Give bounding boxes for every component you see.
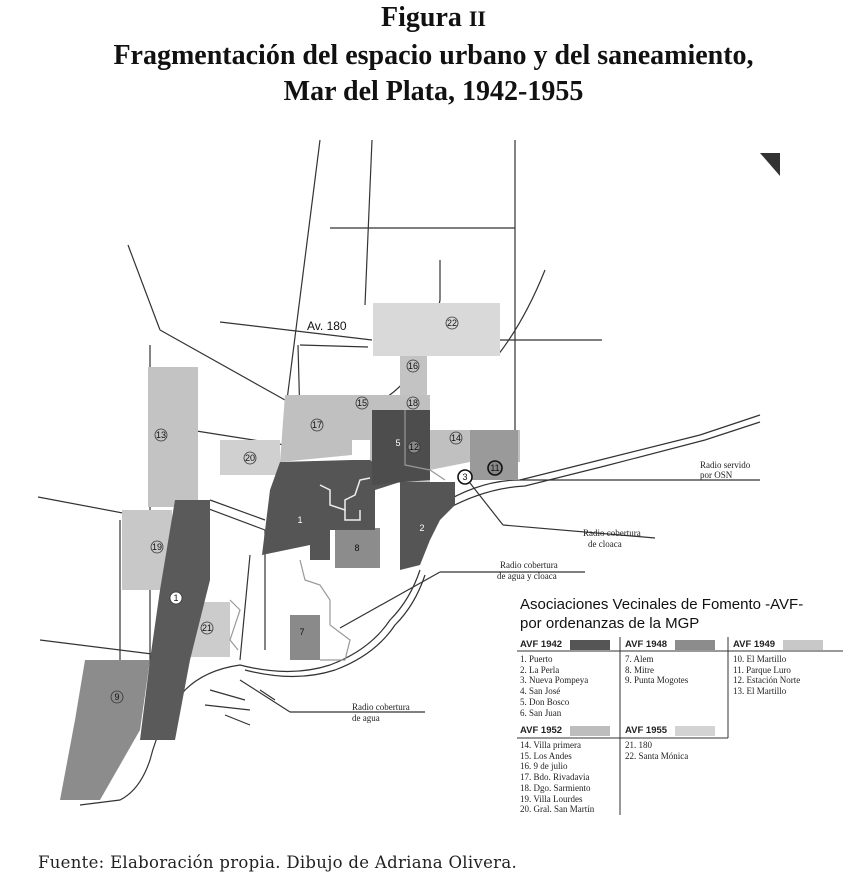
legend-item: 8. Mitre bbox=[625, 664, 654, 675]
marker-20: 19 bbox=[151, 542, 163, 552]
legend-header: AVF 1948 bbox=[625, 638, 668, 650]
marker-13: 13 bbox=[155, 430, 167, 440]
marker-8: 8 bbox=[354, 543, 360, 553]
marker-16: 16 bbox=[407, 361, 419, 371]
zone-22 bbox=[373, 303, 500, 356]
legend-swatch bbox=[675, 726, 715, 736]
legend-item: 1. Puerto bbox=[520, 654, 553, 664]
legend-swatch bbox=[783, 640, 823, 650]
figure-title-line1: Fragmentación del espacio urbano y del saneamiento, bbox=[113, 40, 754, 71]
legend-item: 7. Alem bbox=[625, 654, 654, 664]
label-cobertura-cloaca-2: de cloaca bbox=[588, 539, 622, 549]
label-cobertura-agua-2: de agua bbox=[352, 713, 380, 723]
marker-3: 3 bbox=[462, 472, 468, 482]
legend-item: 16. 9 de julio bbox=[520, 761, 568, 772]
label-cobertura-agua-cloaca-2: de agua y cloaca bbox=[497, 571, 557, 581]
legend-swatch bbox=[570, 640, 610, 650]
legend-item: 15. Los Andes bbox=[520, 750, 572, 761]
legend-item: 5. Don Bosco bbox=[520, 696, 570, 707]
legend-item: 9. Punta Mogotes bbox=[625, 675, 689, 686]
legend-item: 20. Gral. San Martín bbox=[520, 804, 595, 815]
marker-7: 7 bbox=[299, 627, 305, 637]
legend-group-avf-1942 bbox=[520, 638, 610, 718]
zone-9 bbox=[60, 660, 150, 800]
marker-17: 17 bbox=[311, 420, 323, 430]
legend-item: 14. Villa primera bbox=[520, 740, 582, 750]
zone-5 bbox=[372, 410, 430, 485]
label-cobertura-agua-cloaca-1: Radio cobertura bbox=[500, 560, 558, 570]
legend-header: AVF 1949 bbox=[733, 638, 776, 650]
marker-5: 5 bbox=[395, 438, 401, 448]
legend-group-avf-1952 bbox=[520, 724, 610, 815]
legend-title-line2: por ordenanzas de la MGP bbox=[520, 615, 700, 632]
figure-title-line2: Mar del Plata, 1942-1955 bbox=[283, 76, 584, 107]
legend-title-line1: Asociaciones Vecinales de Fomento -AVF- bbox=[520, 596, 804, 613]
marker-11: 11 bbox=[490, 463, 500, 473]
legend-item: 13. El Martillo bbox=[733, 686, 787, 697]
marker-21: 20 bbox=[244, 453, 256, 463]
legend-item: 2. La Perla bbox=[520, 664, 560, 675]
label-cobertura-agua-1: Radio cobertura bbox=[352, 702, 410, 712]
legend-item: 17. Bdo. Rivadavia bbox=[520, 772, 590, 783]
zone-7 bbox=[290, 615, 320, 660]
legend-item: 18. Dgo. Sarmiento bbox=[520, 782, 591, 793]
marker-15: 15 bbox=[356, 398, 368, 408]
legend-item: 4. San José bbox=[520, 686, 561, 697]
figure-numeral: II bbox=[468, 6, 486, 31]
legend-item: 6. San Juan bbox=[520, 707, 562, 718]
legend-swatch bbox=[675, 640, 715, 650]
marker-19: 21 bbox=[201, 623, 213, 633]
source-caption: Fuente: Elaboración propia. Dibujo de Adriana Olivera. bbox=[38, 853, 518, 872]
marker-12: 12 bbox=[408, 442, 420, 452]
legend-title bbox=[520, 595, 803, 633]
legend-group-avf-1949 bbox=[733, 638, 823, 697]
label-cobertura-cloaca-1: Radio cobertura bbox=[583, 528, 641, 538]
legend-item: 21. 180 bbox=[625, 740, 652, 750]
marker-1: 1 bbox=[297, 515, 303, 525]
legend-item: 19. Villa Lourdes bbox=[520, 793, 583, 804]
avenue-label: Av. 180 bbox=[307, 319, 347, 333]
legend-item: 22. Santa Mónica bbox=[625, 750, 689, 761]
legend-group-avf-1948 bbox=[625, 638, 715, 686]
legend-header: AVF 1952 bbox=[520, 724, 563, 736]
legend-swatch bbox=[570, 726, 610, 736]
north-arrow-icon bbox=[760, 153, 780, 176]
marker-2: 2 bbox=[419, 523, 425, 533]
marker-14: 14 bbox=[450, 433, 462, 443]
legend-item: 12. Estación Norte bbox=[733, 675, 801, 686]
legend-item: 3. Nueva Pompeya bbox=[520, 675, 589, 686]
legend-header: AVF 1955 bbox=[625, 724, 668, 736]
label-radio-servido-2: por OSN bbox=[700, 470, 733, 480]
legend-item: 11. Parque Luro bbox=[733, 664, 791, 675]
marker-9: 9 bbox=[114, 692, 120, 702]
legend-header: AVF 1942 bbox=[520, 638, 563, 650]
label-radio-servido-1: Radio servido bbox=[700, 460, 751, 470]
legend-group-avf-1955 bbox=[625, 724, 715, 761]
marker-18: 18 bbox=[407, 398, 419, 408]
legend-item: 10. El Martillo bbox=[733, 654, 787, 664]
figure-label-text: Figura bbox=[380, 2, 462, 33]
marker-1-strip: 1 bbox=[173, 593, 179, 603]
marker-22: 22 bbox=[446, 318, 458, 328]
zone-2 bbox=[400, 482, 455, 570]
